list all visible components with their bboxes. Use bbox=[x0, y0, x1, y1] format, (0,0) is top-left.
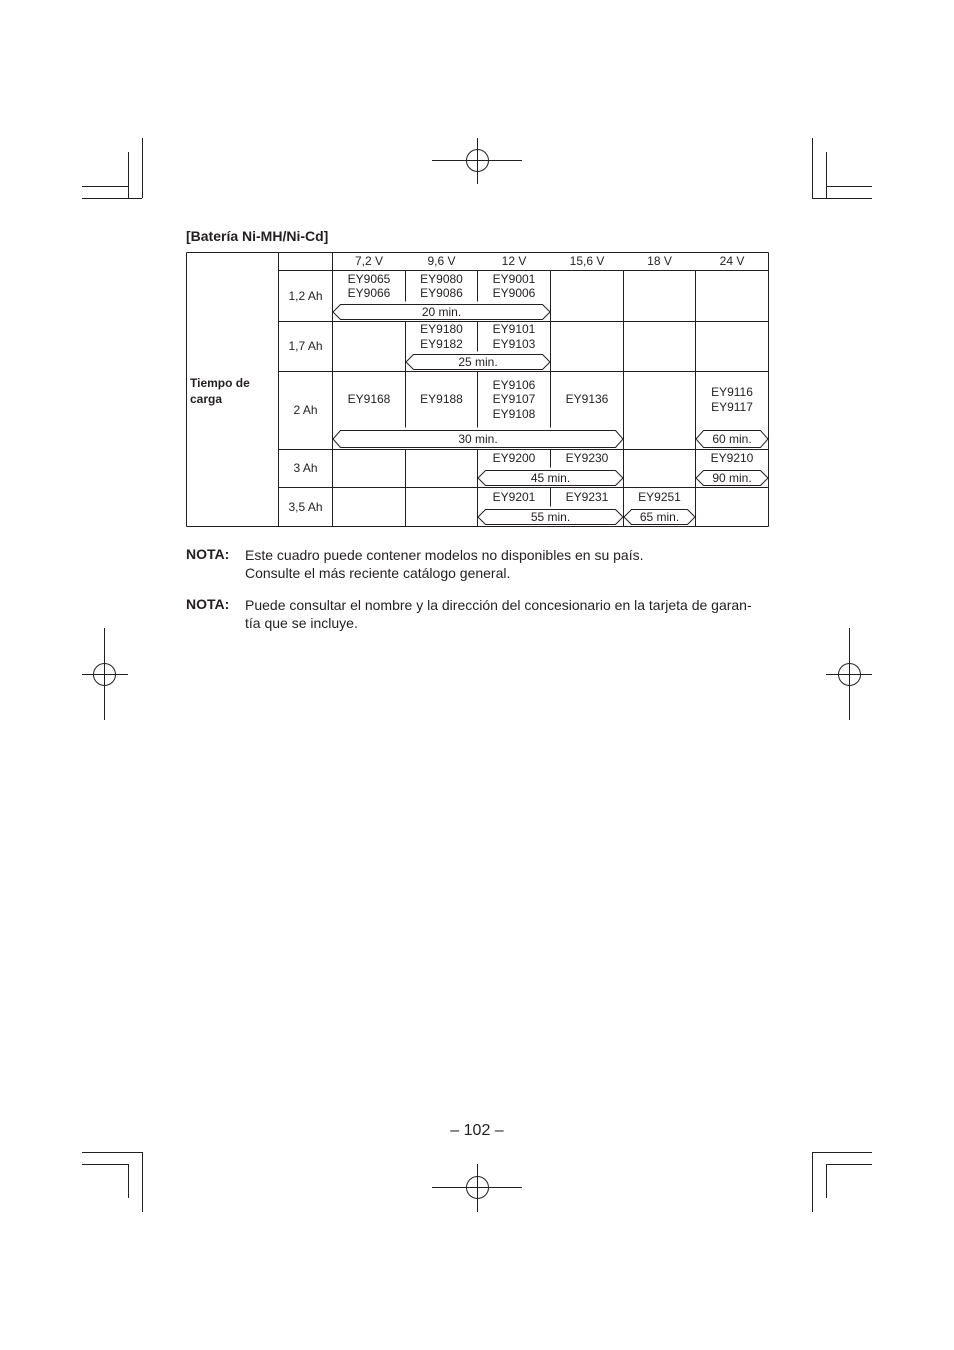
model-cell: EY9231 bbox=[565, 489, 609, 504]
note-1-text: Este cuadro puede contener modelos no disponibles en su país. Consulte el más reciente catálogo general. bbox=[245, 547, 644, 581]
charge-time-label: 45 min. bbox=[530, 471, 571, 485]
capacity-label: 1,2 Ah bbox=[288, 288, 323, 303]
charge-time-label: 55 min. bbox=[530, 510, 571, 524]
capacity-label: 2 Ah bbox=[293, 403, 318, 418]
model-cell: EY9080 EY9086 bbox=[420, 271, 463, 300]
section-title: [Batería Ni-MH/Ni-Cd] bbox=[186, 228, 329, 244]
voltage-header-1: 7,2 V bbox=[354, 254, 384, 269]
voltage-header-2: 9,6 V bbox=[427, 254, 456, 269]
charge-time-label: 60 min. bbox=[712, 432, 752, 446]
model-cell: EY9180 EY9182 bbox=[420, 322, 463, 351]
model-cell: EY9201 bbox=[492, 489, 536, 504]
model-cell: EY9136 bbox=[565, 392, 609, 407]
charge-time-label: 90 min. bbox=[712, 471, 752, 485]
capacity-label: 3,5 Ah bbox=[288, 499, 323, 514]
model-cell: EY9106 EY9107 EY9108 bbox=[492, 377, 536, 421]
model-cell: EY9230 bbox=[565, 451, 609, 466]
model-cell: EY9001 EY9006 bbox=[492, 271, 536, 300]
charge-time-label: 20 min. bbox=[421, 305, 462, 319]
charge-time-label: 30 min. bbox=[458, 432, 498, 446]
page-number: – 102 – bbox=[450, 1122, 504, 1139]
charge-time-label: 25 min. bbox=[458, 355, 498, 369]
row-header-tiempo-de-carga bbox=[190, 375, 270, 407]
model-cell: EY9251 bbox=[638, 489, 681, 504]
model-cell: EY9116 EY9117 bbox=[711, 385, 753, 414]
note-1-label: NOTA: bbox=[186, 546, 230, 562]
note-2-text: Puede consultar el nombre y la dirección del concesionario en la tarjeta de garan- tía que se incluye. bbox=[245, 597, 752, 631]
model-cell: EY9065 EY9066 bbox=[347, 271, 391, 300]
model-cell: EY9200 bbox=[492, 451, 536, 466]
note-2-label: NOTA: bbox=[186, 596, 230, 612]
model-cell: EY9168 bbox=[347, 392, 391, 407]
voltage-header-4: 15,6 V bbox=[569, 254, 605, 269]
voltage-header-5: 18 V bbox=[647, 254, 672, 269]
row-header-text: Tiempo de carga bbox=[190, 376, 250, 406]
voltage-header-3: 12 V bbox=[501, 254, 527, 269]
model-cell: EY9210 bbox=[710, 451, 754, 466]
model-cell: EY9101 EY9103 bbox=[492, 322, 536, 351]
model-cell: EY9188 bbox=[420, 392, 463, 407]
voltage-header-6: 24 V bbox=[719, 254, 745, 269]
capacity-label: 1,7 Ah bbox=[288, 339, 323, 354]
charge-time-label: 65 min. bbox=[639, 510, 680, 524]
capacity-label: 3 Ah bbox=[293, 461, 318, 476]
